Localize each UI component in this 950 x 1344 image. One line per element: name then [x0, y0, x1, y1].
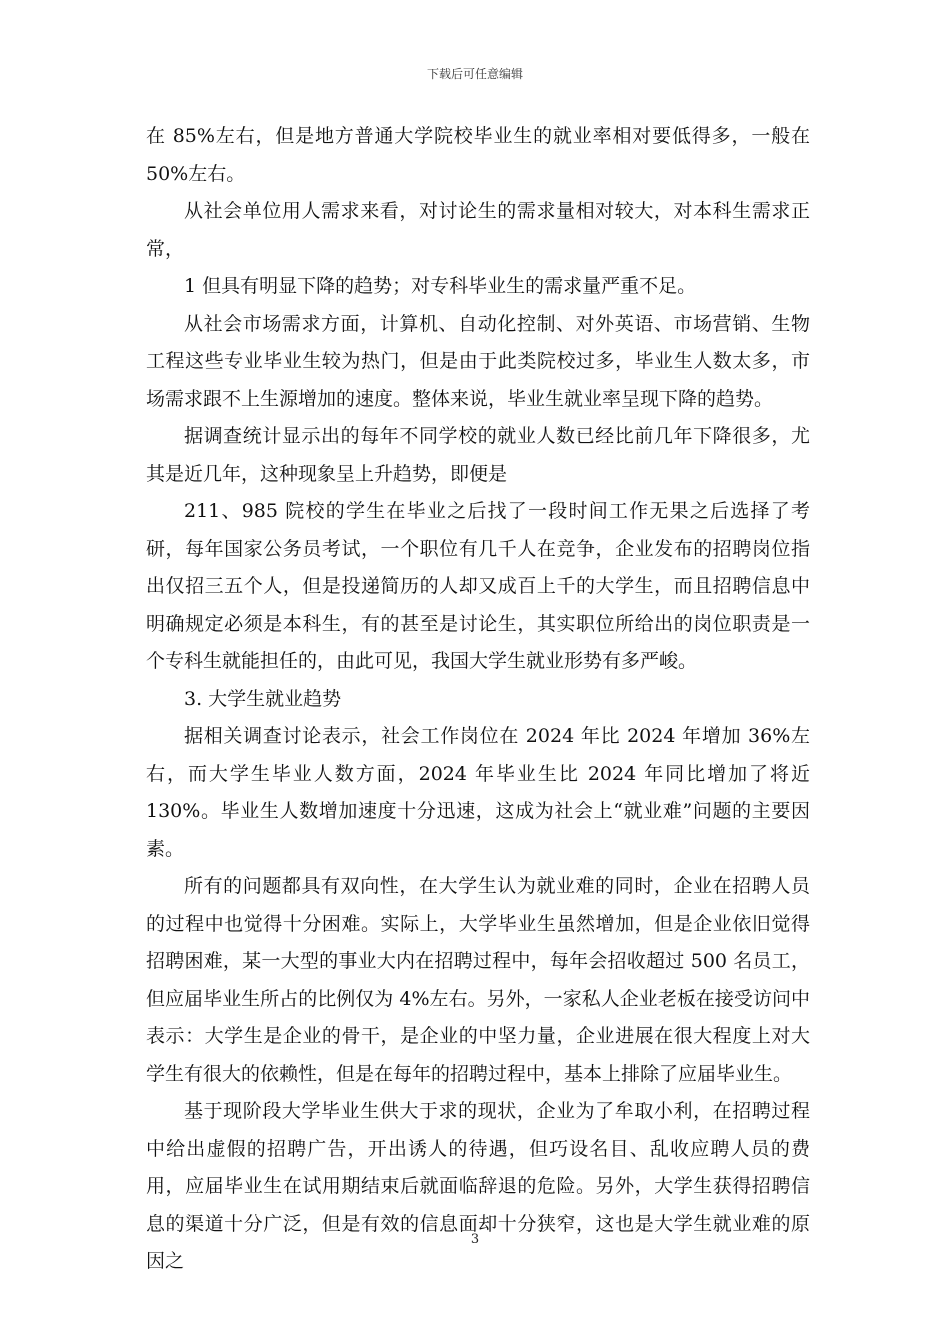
- paragraph: 在 85%左右，但是地方普通大学院校毕业生的就业率相对要低得多，一般在 50%左右。: [146, 125, 810, 185]
- paragraph: 从社会市场需求方面，计算机、自动化控制、对外英语、市场营销、生物工程这些专业毕业生较为热门，但是由于此类院校过多，毕业生人数太多，市场需求跟不上生源增加的速度。整体来说，毕业生就业率呈现下降的趋势。: [146, 312, 810, 410]
- paragraph: 基于现阶段大学毕业生供大于求的现状，企业为了牟取小利，在招聘过程中给出虚假的招聘广告，开出诱人的待遇，但巧设名目、乱收应聘人员的费用，应届毕业生在试用期结束后就面临辞退的危险。另外，大学生获得招聘信息的渠道十分广泛，但是有效的信息面却十分狭窄，这也是大学生就业难的原因之: [146, 1100, 810, 1272]
- paragraph: 从社会单位用人需求来看，对讨论生的需求量相对较大，对本科生需求正常，: [146, 200, 810, 260]
- paragraph: 1 但具有明显下降的趋势；对专科毕业生的需求量严重不足。: [184, 275, 697, 297]
- paragraph: 所有的问题都具有双向性，在大学生认为就业难的同时，企业在招聘人员的过程中也觉得十分困难。实际上，大学毕业生虽然增加，但是企业依旧觉得招聘困难，某一大型的事业大内在招聘过程中，每年会招收超过 500 名员工，但应届毕业生所占的比例仅为 4%左右。另外，一家私人企业老板在接受访问中表示：大学生是企业的骨干，是企业的中坚力量，企业进展在很大程度上对大学生有很大的依赖性，但是在每年的招聘过程中，基本上排除了应届毕业生。: [146, 875, 810, 1085]
- paragraph: 据调查统计显示出的每年不同学校的就业人数已经比前几年下降很多，尤其是近几年，这种现象呈上升趋势，即便是: [146, 425, 810, 485]
- paragraph: 211、985 院校的学生在毕业之后找了一段时间工作无果之后选择了考研，每年国家公务员考试，一个职位有几千人在竞争，企业发布的招聘岗位指出仅招三五个人，但是投递简历的人却又成百上千的大学生，而且招聘信息中明确规定必须是本科生，有的甚至是讨论生，其实职位所给出的岗位职责是一个专科生就能担任的，由此可见，我国大学生就业形势有多严峻。: [146, 500, 810, 672]
- page-number: 3: [470, 1232, 480, 1247]
- page-header: 下载后可任意编辑: [426, 67, 523, 81]
- document-body: [146, 118, 810, 1281]
- paragraph: 据相关调查讨论表示，社会工作岗位在 2024 年比 2024 年增加 36%左右，而大学生毕业人数方面，2024 年毕业生比 2024 年同比增加了将近 130%。毕业生人数增加速度十分迅速，这成为社会上“就业难”问题的主要因素。: [146, 725, 810, 860]
- section-heading: 3. 大学生就业趋势: [184, 687, 342, 710]
